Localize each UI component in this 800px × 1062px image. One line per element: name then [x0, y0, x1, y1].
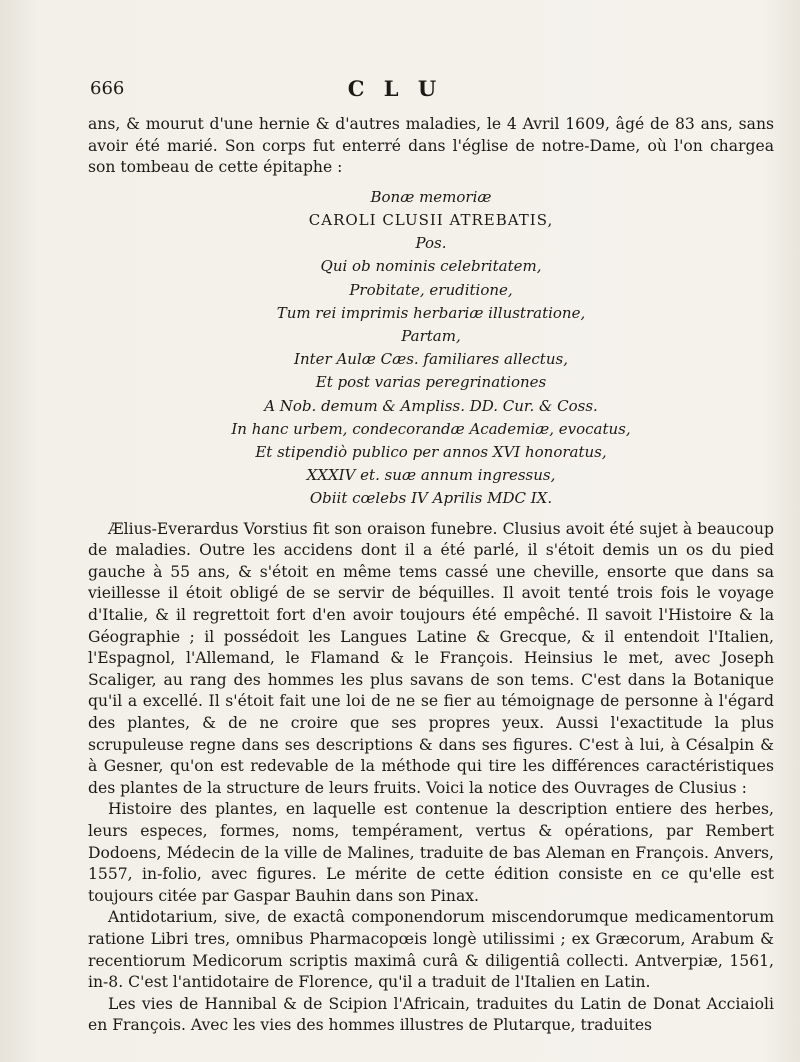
epitaph-line: XXXIV et. suæ annum ingressus, [306, 466, 556, 485]
epitaph-line: Bonæ memoriæ [370, 187, 492, 206]
epitaph-line: Obiit cœlebs IV Aprilis MDC IX. [309, 489, 553, 508]
epitaph-line: In hanc urbem, condecorandæ Academiæ, evocatus, [231, 419, 631, 438]
page-number: 666 [90, 78, 125, 99]
epitaph-line: A Nob. demum & Ampliss. DD. Cur. & Coss. [264, 396, 598, 415]
main-paragraph: Ælius-Everardus Vorstius fit son oraison funebre. Clusius avoit été sujet à beaucoup de maladies. Outre les accidens dont il a été parlé, il s'étoit demis un os du pied gauche à 55 ans, & s'étoit en même tems cassé une cheville, ensorte que dans sa vieillesse il étoit obligé de se servir de béquilles. Il avoit tenté trois fois le voyage d'Italie, & il regrettoit fort d'en avoir toujours été empêché. Il savoit l'Histoire & la Géographie ; il possédoit les Langues Latine & Grecque, & il entendoit l'Italien, l'Espagnol, l'Allemand, le Flamand & le François. Heinsius le met, avec Joseph Scaliger, au rang des hommes les plus savans de son tems. C'est dans la Botanique qu'il a excellé. Il s'étoit fait une loi de ne se fier au témoignage de personne à l'égard des plantes, & de ne croire que ses propres yeux. Aussi l'exactitude la plus scrupuleuse regne dans ses descriptions & dans ses figures. C'est à lui, à Césalpin & à Gesner, qu'on est redevable de la méthode qui tire les différences caractéristiques des plantes de la structure de leurs fruits. Voici la notice des Ouvrages de Clusius : [88, 519, 774, 797]
work-entry: Les vies de Hannibal & de Scipion l'Africain, traduites du Latin de Donat Acciaioli en François. Avec les vies des hommes illustres de Plutarque, traduites [88, 994, 774, 1035]
opening-paragraph: ans, & mourut d'une hernie & d'autres maladies, le 4 Avril 1609, âgé de 83 ans, sans avoir été marié. Son corps fut enterré dans l'église de notre-Dame, où l'on chargea son tombeau de cette épitaphe : [88, 115, 774, 177]
work-entry: Antidotarium, sive, de exactâ componendorum miscendorumque medicamentorum ratione Libri tres, omnibus Pharmacopœis longè utilissimi ; ex Græcorum, Arabum & recentiorum Medicorum scriptis maximâ curâ & diligentiâ collecti. Antverpiæ, 1561, in-8. C'est l'antidotaire de Florence, qu'il a traduit de l'Italien en Latin. [88, 908, 774, 992]
epitaph-line: Qui ob nominis celebritatem, [320, 257, 542, 276]
work-entry: Histoire des plantes, en laquelle est contenue la description entiere des herbes, leurs especes, formes, noms, tempérament, vertus & opérations, par Rembert Dodoens, Médecin de la ville de Malines, traduite de bas Aleman en François. Anvers, 1557, in-folio, avec figures. Le mérite de cette édition consiste en ce qu'elle est toujours citée par Gaspar Bauhin dans son Pinax. [88, 800, 774, 905]
epitaph-line: Tum rei imprimis herbariæ illustratione, [276, 303, 586, 322]
body-text [88, 114, 774, 1037]
epitaph-line: Et post varias peregrinationes [315, 373, 547, 392]
epitaph [88, 186, 774, 511]
page-header [90, 76, 700, 106]
running-title: C L U [347, 76, 443, 101]
epitaph-line: Inter Aulæ Cæs. familiares allectus, [294, 350, 568, 369]
epitaph-line: Probitate, eruditione, [349, 280, 513, 299]
epitaph-line: Partam, [401, 327, 461, 345]
epitaph-line: Et stipendiò publico per annos XVI honoratus, [255, 443, 607, 462]
epitaph-line: CAROLI CLUSII ATREBATIS, [308, 210, 554, 229]
epitaph-line: Pos. [415, 234, 447, 253]
